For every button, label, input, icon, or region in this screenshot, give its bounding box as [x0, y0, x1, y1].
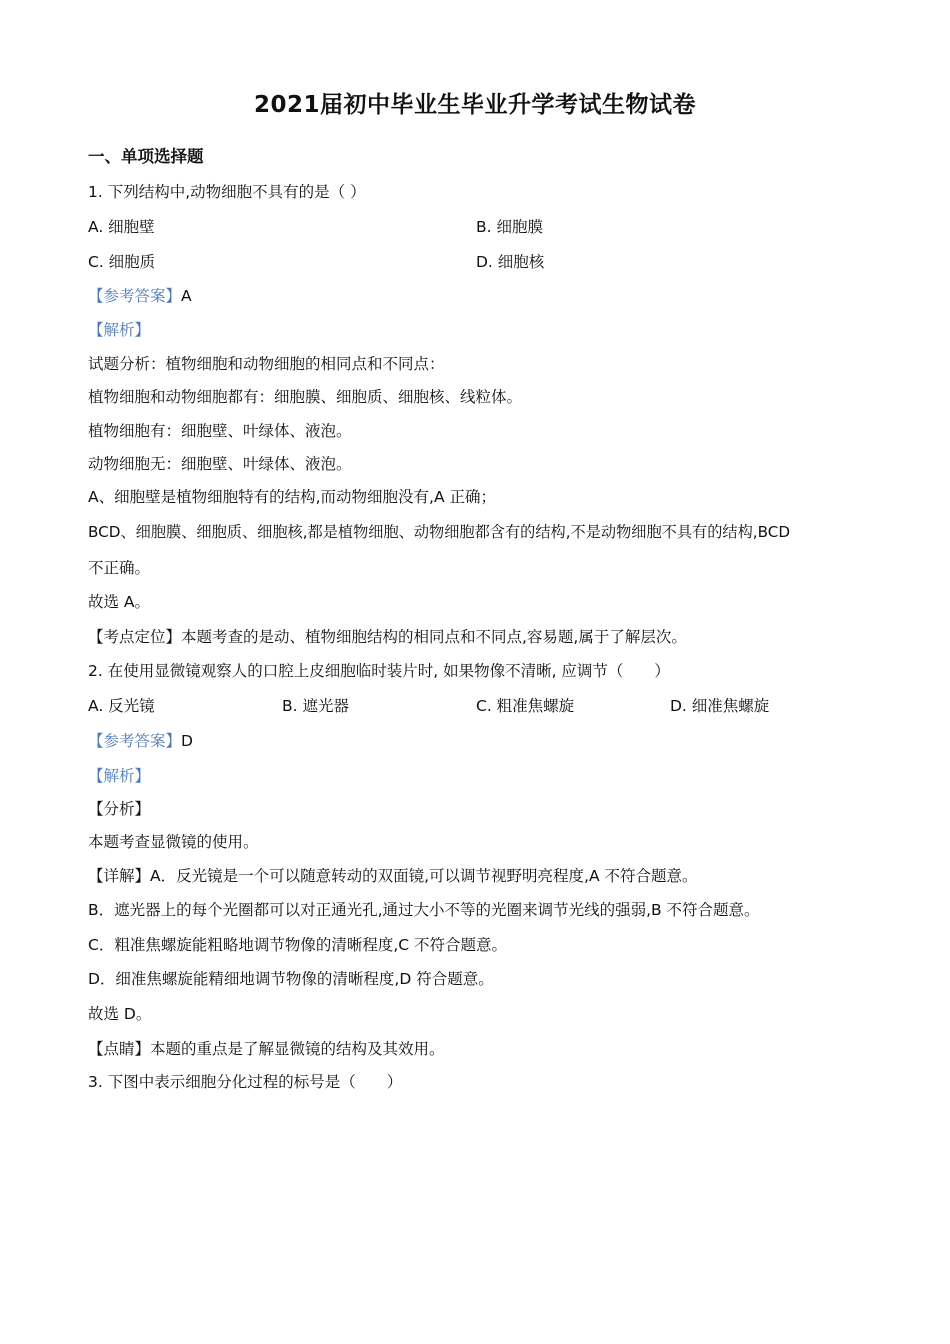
answer-label: 【参考答案】: [88, 287, 182, 305]
question-1-key-point: 【考点定位】本题考查的是动、植物细胞结构的相同点和不同点,容易题,属于了解层次。: [88, 628, 687, 646]
question-2-key-point: 【点睛】本题的重点是了解显微镜的结构及其效用。: [88, 1040, 445, 1058]
question-1-answer: [88, 285, 878, 307]
question-2-option-d: D. 细准焦螺旋: [670, 697, 770, 715]
question-1-option-c: C. 细胞质: [88, 253, 156, 271]
answer-label: 【参考答案】: [88, 732, 182, 750]
question-1-analysis-line: BCD、细胞膜、细胞质、细胞核,都是植物细胞、动物细胞都含有的结构,不是动物细胞不具有的结构,BCD: [88, 523, 791, 541]
question-2-stem: 2. 在使用显微镜观察人的口腔上皮细胞临时装片时, 如果物像不清晰, 应调节（ ）: [88, 662, 670, 680]
question-1-analysis-line: 植物细胞和动物细胞都有：细胞膜、细胞质、细胞核、线粒体。: [88, 388, 523, 406]
question-2-analysis-line: B．遮光器上的每个光圈都可以对正通光孔,通过大小不等的光圈来调节光线的强弱,B 不符合题意。: [88, 901, 760, 919]
question-1-option-a: A. 细胞壁: [88, 218, 155, 236]
question-2-option-a: A. 反光镜: [88, 697, 155, 715]
answer-value: D: [181, 732, 193, 750]
question-2-analysis-line: 故选 D。: [88, 1005, 152, 1023]
question-2-analysis-label: 【解析】: [88, 767, 151, 785]
question-1-analysis-line: 故选 A。: [88, 593, 151, 611]
question-1-option-b: B. 细胞膜: [476, 218, 543, 236]
section-heading: 一、单项选择题: [88, 147, 204, 166]
answer-value: A: [181, 287, 192, 305]
question-1-analysis-line: 试题分析：植物细胞和动物细胞的相同点和不同点：: [88, 355, 445, 373]
question-1-analysis-line: 植物细胞有：细胞壁、叶绿体、液泡。: [88, 422, 352, 440]
question-2-analysis-line: 本题考查显微镜的使用。: [88, 833, 259, 851]
question-2-analysis-line: D．细准焦螺旋能精细地调节物像的清晰程度,D 符合题意。: [88, 970, 494, 988]
question-2-option-c: C. 粗准焦螺旋: [476, 697, 575, 715]
question-2-option-b: B. 遮光器: [282, 697, 349, 715]
question-2-analysis-line: 【分析】: [88, 800, 151, 818]
question-2-answer: [88, 730, 878, 752]
question-2-analysis-line: 【详解】A．反光镜是一个可以随意转动的双面镜,可以调节视野明亮程度,A 不符合题意。: [88, 867, 698, 885]
question-1-analysis-line: 不正确。: [88, 559, 151, 577]
question-1-analysis-line: 动物细胞无：细胞壁、叶绿体、液泡。: [88, 455, 352, 473]
question-1-analysis-label: 【解析】: [88, 321, 151, 339]
question-1-option-d: D. 细胞核: [476, 253, 545, 271]
question-1-analysis-line: A、细胞壁是植物细胞特有的结构,而动物细胞没有,A 正确；: [88, 488, 496, 506]
question-3-stem: 3. 下图中表示细胞分化过程的标号是（ ）: [88, 1073, 403, 1091]
question-1-stem: 1. 下列结构中,动物细胞不具有的是（ ）: [88, 183, 366, 201]
question-2-analysis-line: C．粗准焦螺旋能粗略地调节物像的清晰程度,C 不符合题意。: [88, 936, 508, 954]
document-title: 2021届初中毕业生毕业升学考试生物试卷: [253, 92, 696, 118]
